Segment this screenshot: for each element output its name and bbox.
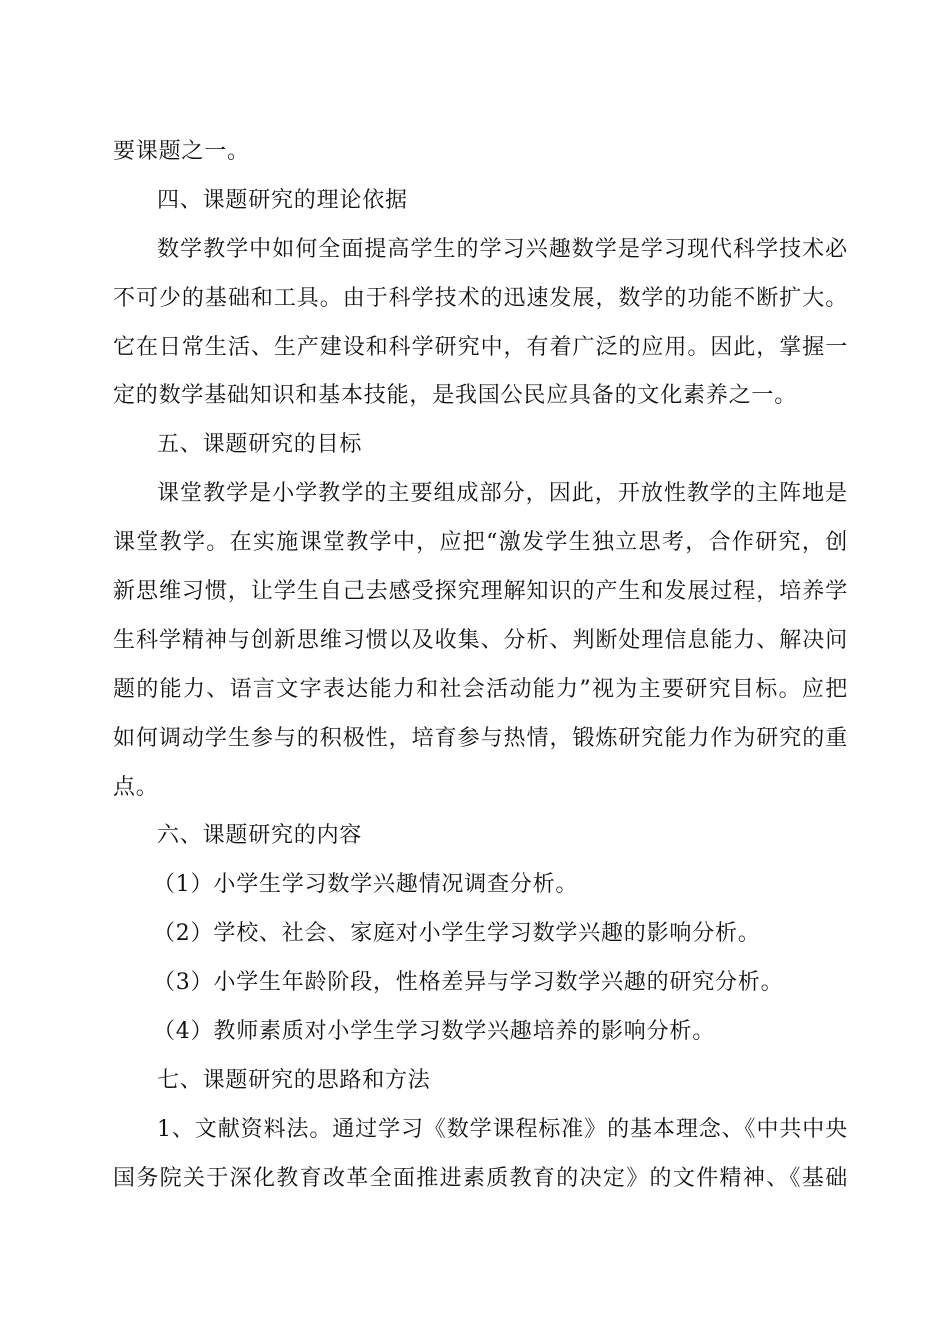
section-heading-4: 四、课题研究的理论依据 [157,187,408,213]
paragraph-line: 新思维习惯，让学生自己去感受探究理解知识的产生和发展过程，培养学 [113,579,848,605]
paragraph-line: 课堂教学是小学教学的主要组成部分，因此，开放性教学的主阵地是 [157,481,848,507]
paragraph-line: 不可少的基础和工具。由于科学技术的迅速发展，数学的功能不断扩大。 [113,285,848,311]
section-heading-6: 六、课题研究的内容 [157,823,363,849]
paragraph-line: 1、文献资料法。通过学习《数学课程标准》的基本理念、《中共中央 [157,1116,848,1142]
paragraph-line: 国务院关于深化教育改革全面推进素质教育的决定》的文件精神、《基础 [113,1165,848,1191]
paragraph-line: 点。 [113,774,159,800]
paragraph-line: 生科学精神与创新思维习惯以及收集、分析、判断处理信息能力、解决问 [113,627,848,653]
list-item: （1）小学生学习数学兴趣情况调查分析。 [153,872,579,898]
list-item: （4）教师素质对小学生学习数学兴趣培养的影响分析。 [153,1019,715,1045]
paragraph-line: 课堂教学。在实施课堂教学中，应把“激发学生独立思考，合作研究，创 [113,530,848,556]
paragraph-line: 题的能力、语言文字表达能力和社会活动能力”视为主要研究目标。应把 [113,676,848,702]
section-heading-7: 七、课题研究的思路和方法 [157,1067,431,1093]
paragraph-line: 如何调动学生参与的积极性，培育参与热情，锻炼研究能力作为研究的重 [113,725,848,751]
document-body [113,128,848,1204]
list-item: （2）学校、社会、家庭对小学生学习数学兴趣的影响分析。 [153,921,761,947]
paragraph-line: 定的数学基础知识和基本技能，是我国公民应具备的文化素养之一。 [113,383,798,409]
paragraph-continuation: 要课题之一。 [113,139,250,164]
list-item: （3）小学生年龄阶段，性格差异与学习数学兴趣的研究分析。 [153,970,784,996]
paragraph-line: 数学教学中如何全面提高学生的学习兴趣数学是学习现代科学技术必 [157,236,848,262]
section-heading-5: 五、课题研究的目标 [157,432,363,458]
paragraph-line: 它在日常生活、生产建设和科学研究中，有着广泛的应用。因此，掌握一 [113,334,848,360]
